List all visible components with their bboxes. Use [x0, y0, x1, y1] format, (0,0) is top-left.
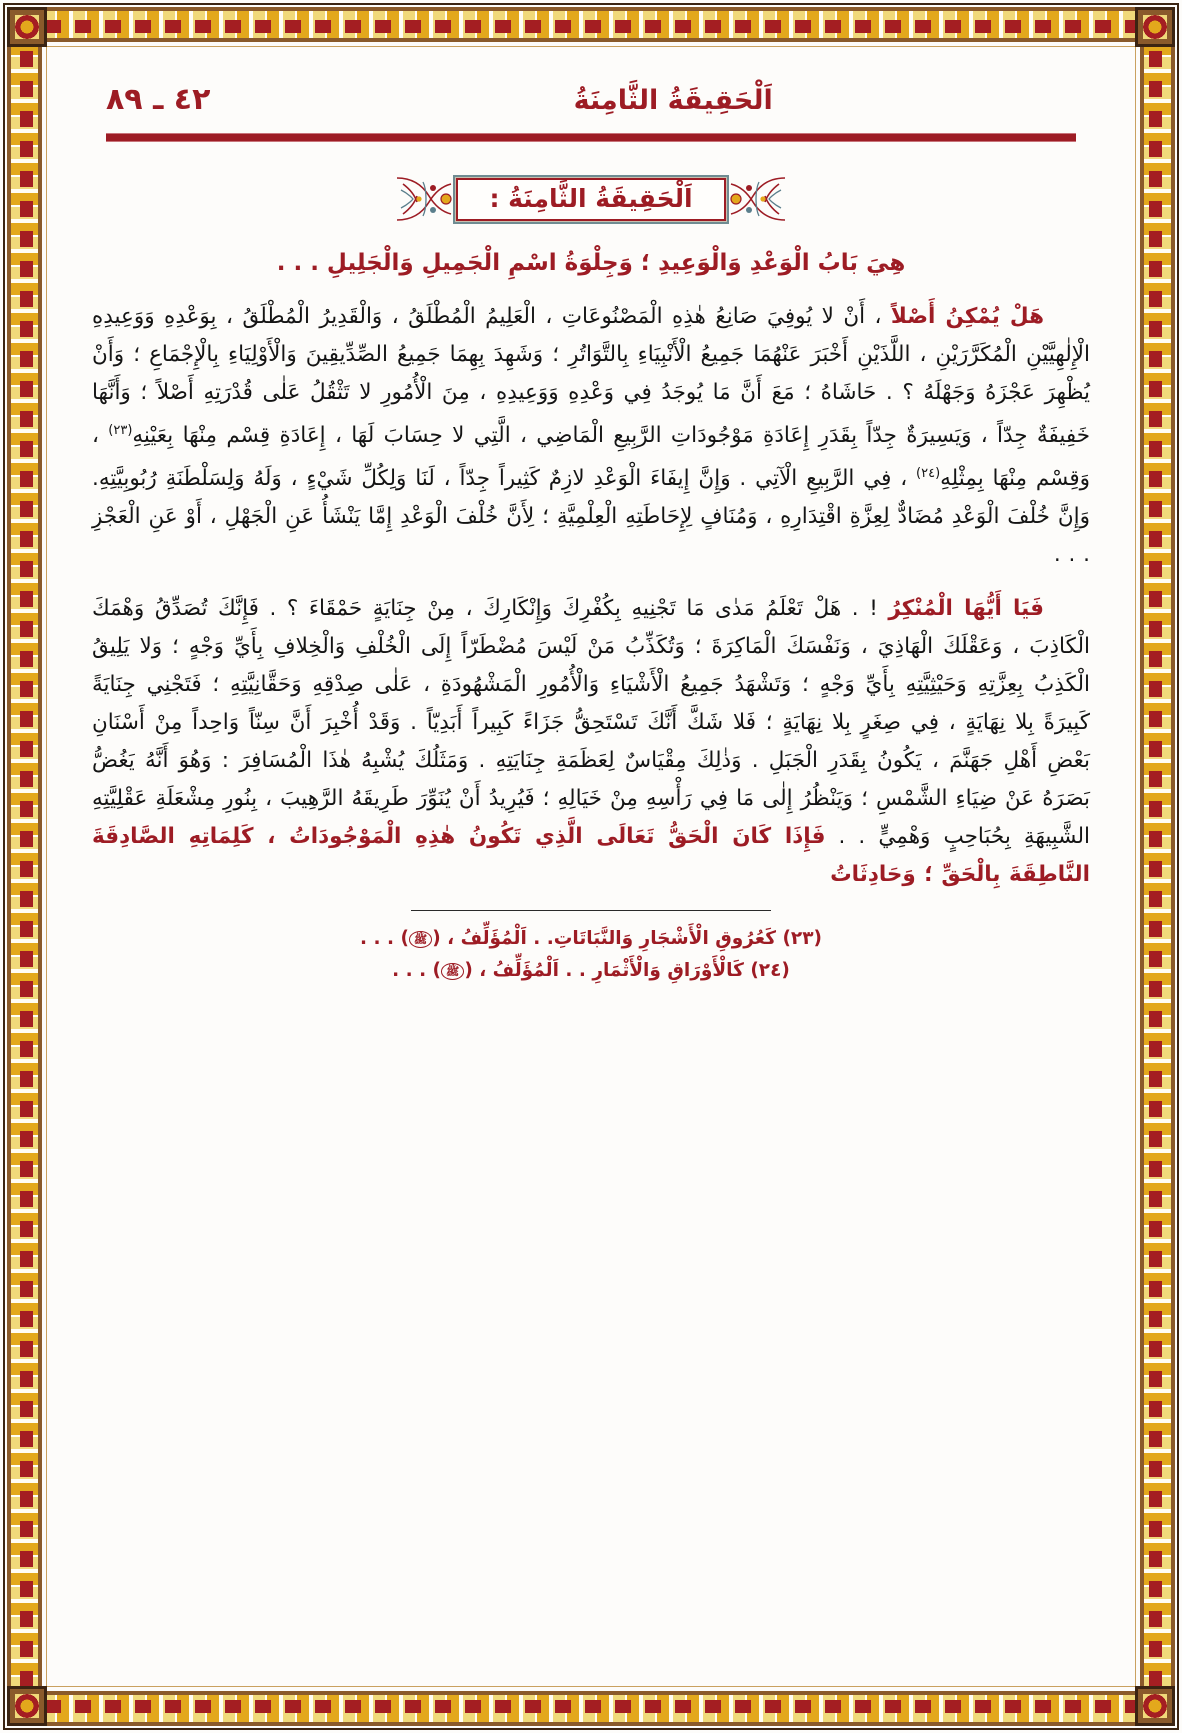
footnote-23-marker: (٢٣)	[782, 928, 822, 950]
paragraph-2-body: ! . هَلْ تَعْلَمُ مَدٰى مَا تَجْنِيهِ بِكُفْرِكَ وَإِنْكَارِكَ ، مِنْ جِنَايَةٍ حَمْقَاءَ ؟ . فَإِنَّكَ تُصَدِّقُ وَهْمَكَ الْكَاذِبَ ، وَعَقْلَكَ الْهَاذِيَ ، وَنَفْسَكَ الْمَاكِرَةَ ؛ وَتُكَذِّبُ مَنْ لَيْسَ مُضْطَرّاً إِلَى الْخُلْفِ وَالْخِلافِ بِأَيِّ وَجْهٍ ؛ وَلا يَلِيقُ الْكَذِبُ بِعِزَّتِهِ وَحَيْثِيَّتِهِ بِأَيِّ وَجْهٍ ؛ وَتَشْهَدُ جَمِيعُ الْأَشْيَاءِ وَالْأُمُورِ الْمَشْهُودَةِ ، عَلٰى صِدْقِهِ وَحَقَّانِيَّتِهِ ؛ فَتَجْنِي جِنَايَةً كَبِيرَةً بِلا نِهَايَةٍ ، فِي صِغَرٍ بِلا نِهَايَةٍ ؛ فَلا شَكَّ أَنَّكَ تَسْتَحِقُّ جَزَاءً كَبِيراً أَبَدِيّاً . وَقَدْ أُخْبِرَ أَنَّ سِنّاً وَاحِداً مِنْ أَسْنَانِ بَعْضِ أَهْلِ جَهَنَّمَ ، يَكُونُ بِقَدَرِ الْجَبَلِ . وَذٰلِكَ مِقْيَاسٌ لِعَظَمَةِ جِنَايَتِهِ . وَمَثَلُكَ يُشْبِهُ هٰذَا الْمُسَافِرَ : وَهُوَ أَنَّهُ يَغُضُّ بَصَرَهُ عَنْ ضِيَاءِ الشَّمْسِ ؛ وَيَنْظُرُ إِلٰى مَا فِي رَأْسِهِ مِنْ خَيَالِهِ ؛ فَيُرِيدُ أَنْ يُنَوِّرَ طَرِيقَهُ الرَّهِيبَ ، بِنُورِ مِشْعَلَةِ عَقْلِيَّتِهِ الشَّبِيهَةِ بِحُبَاحِبٍ وَهْمِيٍّ . .	[92, 596, 1090, 850]
floral-ornament-right-icon	[729, 172, 787, 226]
footnote-24-ellipsis: . . .	[392, 960, 427, 982]
paragraph-1-lead: هَلْ يُمْكِنُ أَصْلاً	[890, 304, 1044, 329]
paragraph-1-tail2: ، فِي الرَّبِيعِ الْآتِي . وَإِنَّ إِيفَاءَ الْوَعْدِ لازِمٌ كَثِيراً جِدّاً ، لَنَا وَلِكُلِّ شَيْءٍ ، وَلَهُ وَلِسَلْطَنَةِ رُبُوبِيَّتِهِ. وَإِنَّ خُلْفَ الْوَعْدِ مُضَادٌّ لِعِزَّةِ اقْتِدَارِهِ ، وَمُنَافٍ لِإِحَاطَتِهِ الْعِلْمِيَّةِ ؛ لِأَنَّ خُلْفَ الْوَعْدِ إِمَّا يَنْشَأُ عَنِ الْجَهْلِ ، أَوْ عَنِ الْعَجْزِ . . .	[92, 466, 1090, 568]
border-corner-bottom-left	[7, 1686, 47, 1726]
page-header	[86, 70, 1096, 117]
border-chain-right	[1140, 11, 1171, 1722]
floral-ornament-left-icon	[395, 172, 453, 226]
footnote-24: (٢٤) كَالْأَوْرَاقِ وَالْأَثْمَارِ . . اَلْمُؤَلِّفُ ، (ﷺ) . . .	[392, 960, 790, 982]
footnotes-block	[86, 923, 1096, 987]
footnote-marker-24: (٢٤)	[916, 466, 941, 482]
title-cartouche	[453, 175, 728, 224]
footnote-23: (٢٣) كَعُرُوقِ الْأَشْجَارِ وَالنَّبَاتَاتِ. . اَلْمُؤَلِّفُ ، (ﷺ) . . .	[360, 928, 822, 950]
footnote-24-marker: (٢٤)	[750, 960, 790, 982]
footnote-23-text: كَعُرُوقِ الْأَشْجَارِ وَالنَّبَاتَاتِ. . اَلْمُؤَلِّفُ ،	[447, 928, 776, 950]
paragraph-1-body: ، أَنْ لا يُوفِيَ صَانِعُ هٰذِهِ الْمَصْنُوعَاتِ ، الْعَلِيمُ الْمُطْلَقُ ، وَالْقَدِيرُ الْمُطْلَقُ ، بِوَعْدِهِ وَوَعِيدِهِ الْإِلٰهِيَّيْنِ الْمُكَرَّرَيْنِ ، اللَّذَيْنِ أَخْبَرَ عَنْهُمَا جَمِيعُ الْأَنْبِيَاءِ بِالتَّوَاتُرِ ؛ وَشَهِدَ بِهِمَا جَمِيعُ الصِّدِّيقِينَ وَالْأَوْلِيَاءِ بِالْإِجْمَاعِ ؛ وَأَنْ يُظْهِرَ عَجْزَهُ وَجَهْلَهُ ؟ . حَاشَاهُ ؛ مَعَ أَنَّ مَا يُوجَدُ فِي وَعْدِهِ وَوَعِيدِهِ ، مِنَ الْأُمُورِ لا تَثْقُلُ عَلٰى قُدْرَتِهِ أَصْلاً ؛ وَأَنَّهَا خَفِيفَةٌ جِدّاً ، وَيَسِيرَةٌ جِدّاً بِقَدَرِ إِعَادَةِ مَوْجُودَاتِ الرَّبِيعِ الْمَاضِي ، الَّتِي لا حِسَابَ لَهَا ، إِعَادَةِ قِسْم مِنْهَا بِعَيْنِهِ	[92, 304, 1090, 449]
cartouche-title-text: اَلْحَقِيقَةُ الثَّامِنَةُ :	[489, 183, 693, 213]
footnote-24-text: كَالْأَوْرَاقِ وَالْأَثْمَارِ . . اَلْمُؤَلِّفُ ،	[479, 960, 744, 982]
border-corner-top-right	[1135, 7, 1175, 47]
border-chain-bottom	[11, 1691, 1171, 1722]
paragraph-1	[92, 298, 1090, 574]
honorific-salawat-icon-2: ﷺ	[441, 963, 464, 980]
title-cartouche-wrap	[86, 172, 1096, 226]
paragraph-2-lead: فَيَا أَيُّهَا الْمُنْكِرُ	[888, 596, 1044, 622]
footnote-separator-rule	[411, 910, 771, 911]
footnote-marker-23: (٢٣)	[108, 423, 133, 438]
page-number: ٤٢ ـ ٨٩	[106, 82, 211, 117]
page-content	[52, 52, 1130, 1681]
paragraph-2-trailing-red: فَإِذَا كَانَ الْحَقُّ تَعَالَى الَّذِي تَكُونُ هٰذِهِ الْمَوْجُودَاتُ ، كَلِمَاتِهِ الصَّادِقَةَ النَّاطِقَةَ بِالْحَقِّ ؛ وَحَادِثَاتُ	[92, 824, 1090, 888]
border-corner-top-left	[7, 7, 47, 47]
body-text-block	[86, 298, 1096, 894]
honorific-salawat-icon: ﷺ	[409, 931, 432, 948]
header-title: اَلْحَقِيقَةُ الثَّامِنَةُ	[573, 85, 773, 116]
header-divider-rule	[106, 133, 1076, 142]
paragraph-2	[92, 590, 1090, 894]
footnote-23-ellipsis: . . .	[360, 928, 394, 950]
section-subtitle: هِيَ بَابُ الْوَعْدِ وَالْوَعِيدِ ؛ وَجِلْوَةُ اسْمِ الْجَمِيلِ وَالْجَلِيلِ . . .	[276, 250, 906, 276]
paragraph-1-tail: ، وَقِسْم مِنْهَا بِمِثْلِهِ	[92, 423, 1090, 492]
border-corner-bottom-right	[1135, 1686, 1175, 1726]
